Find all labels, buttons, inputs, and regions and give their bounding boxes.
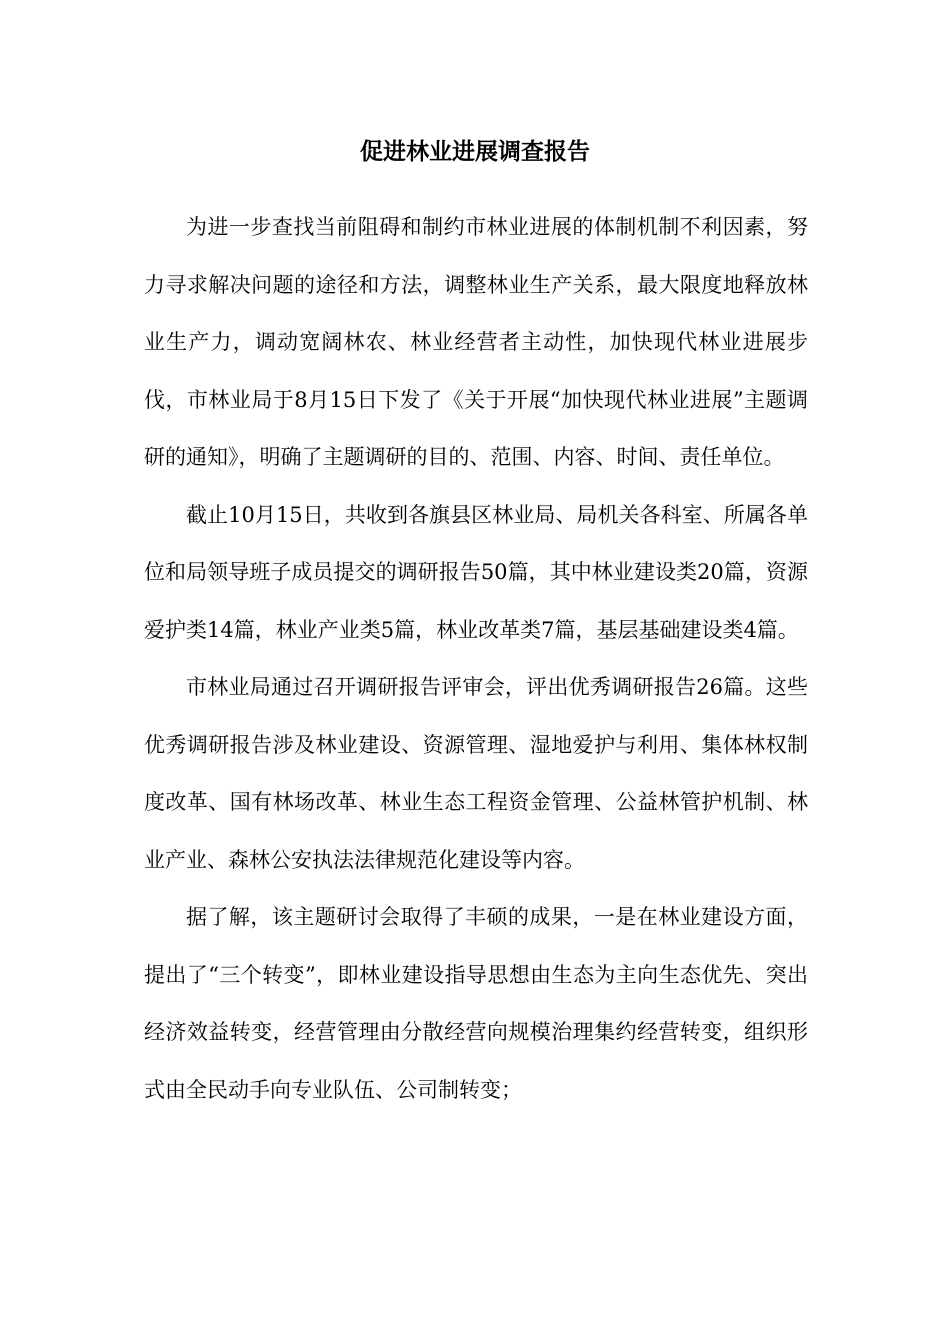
paragraph-intro: 为进一步查找当前阻碍和制约市林业进展的体制机制不利因素，努力寻求解决问题的途径和方法，调整林业生产关系，最大限度地释放林业生产力，调动宽阔林农、林业经营者主动性，加快现代林业进展步伐，市林业局于8月15日下发了《关于开展“加快现代林业进展”主题调研的通知》，明确了主题调研的目的、范围、内容、时间、责任单位。 (144, 215, 808, 469)
paragraph-review-results: 市林业局通过召开调研报告评审会，评出优秀调研报告26篇。这些优秀调研报告涉及林业建设、资源管理、湿地爱护与利用、集体林权制度改革、国有林场改革、林业生态工程资金管理、公益林管护机制、林业产业、森林公安执法法律规范化建设等内容。 (144, 675, 808, 872)
paragraph-achievements: 据了解，该主题研讨会取得了丰硕的成果，一是在林业建设方面，提出了“三个转变”，即林业建设指导思想由生态为主向生态优先、突出经济效益转变，经营管理由分散经营向规模治理集约经营转变，组织形式由全民动手向专业队伍、公司制转变； (144, 905, 808, 1102)
paragraph-report-counts: 截止10月15日，共收到各旗县区林业局、局机关各科室、所属各单位和局领导班子成员提交的调研报告50篇，其中林业建设类20篇，资源爱护类14篇，林业产业类5篇，林业改革类7篇，基层基础建设类4篇。 (144, 502, 808, 642)
document-body (144, 199, 808, 1119)
document-title: 促进林业进展调查报告 (360, 139, 590, 165)
